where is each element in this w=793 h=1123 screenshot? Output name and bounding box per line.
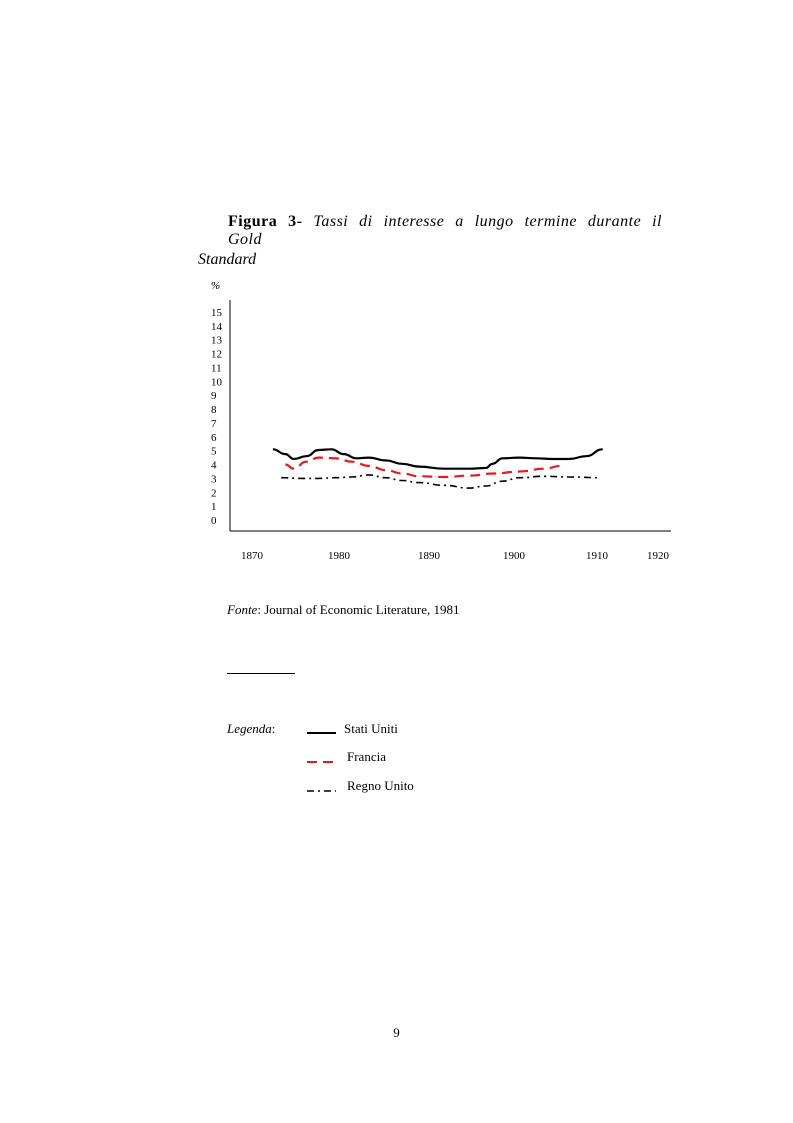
figure-caption-label: Figura 3- [228,213,303,230]
figure-caption-continuation: Standard [198,251,257,268]
source-text: : Journal of Economic Literature, 1981 [257,602,460,617]
y-axis-label: % [211,280,221,292]
y-tick-label: 7 [211,417,217,430]
figure-caption-text: Tassi di interesse a lungo termine durante il Gold [228,213,662,248]
y-tick-label: 9 [211,390,217,403]
y-tick-label: 3 [211,473,217,486]
x-tick-label: 1910 [586,550,608,562]
x-tick-label: 1920 [647,550,669,562]
x-tick-label: 1980 [328,550,350,562]
y-tick-label: 11 [211,362,222,375]
x-tick-label: 1900 [503,550,525,562]
y-tick-label: 13 [211,334,222,347]
y-tick-label: 4 [211,459,217,472]
x-tick-label: 1890 [418,550,440,562]
source-label: Fonte [227,602,258,617]
y-tick-label: 15 [211,306,222,319]
y-tick-label: 14 [211,320,222,333]
legend-heading: Legenda: [227,721,276,736]
legend-item-regno-unito: Regno Unito [347,778,414,793]
y-tick-label: 2 [211,487,217,500]
legend-item-stati-uniti: Stati Uniti [344,721,398,736]
y-tick-label: 1 [211,501,217,514]
legend-item-francia: Francia [347,749,386,764]
x-tick-label: 1870 [241,550,263,562]
y-tick-label: 6 [211,431,217,444]
y-tick-label: 5 [211,445,217,458]
y-tick-label: 0 [211,515,217,527]
y-tick-label: 8 [211,404,217,417]
y-tick-label: 12 [211,348,222,361]
page-number: 9 [393,1025,400,1040]
y-tick-label: 10 [211,376,222,389]
